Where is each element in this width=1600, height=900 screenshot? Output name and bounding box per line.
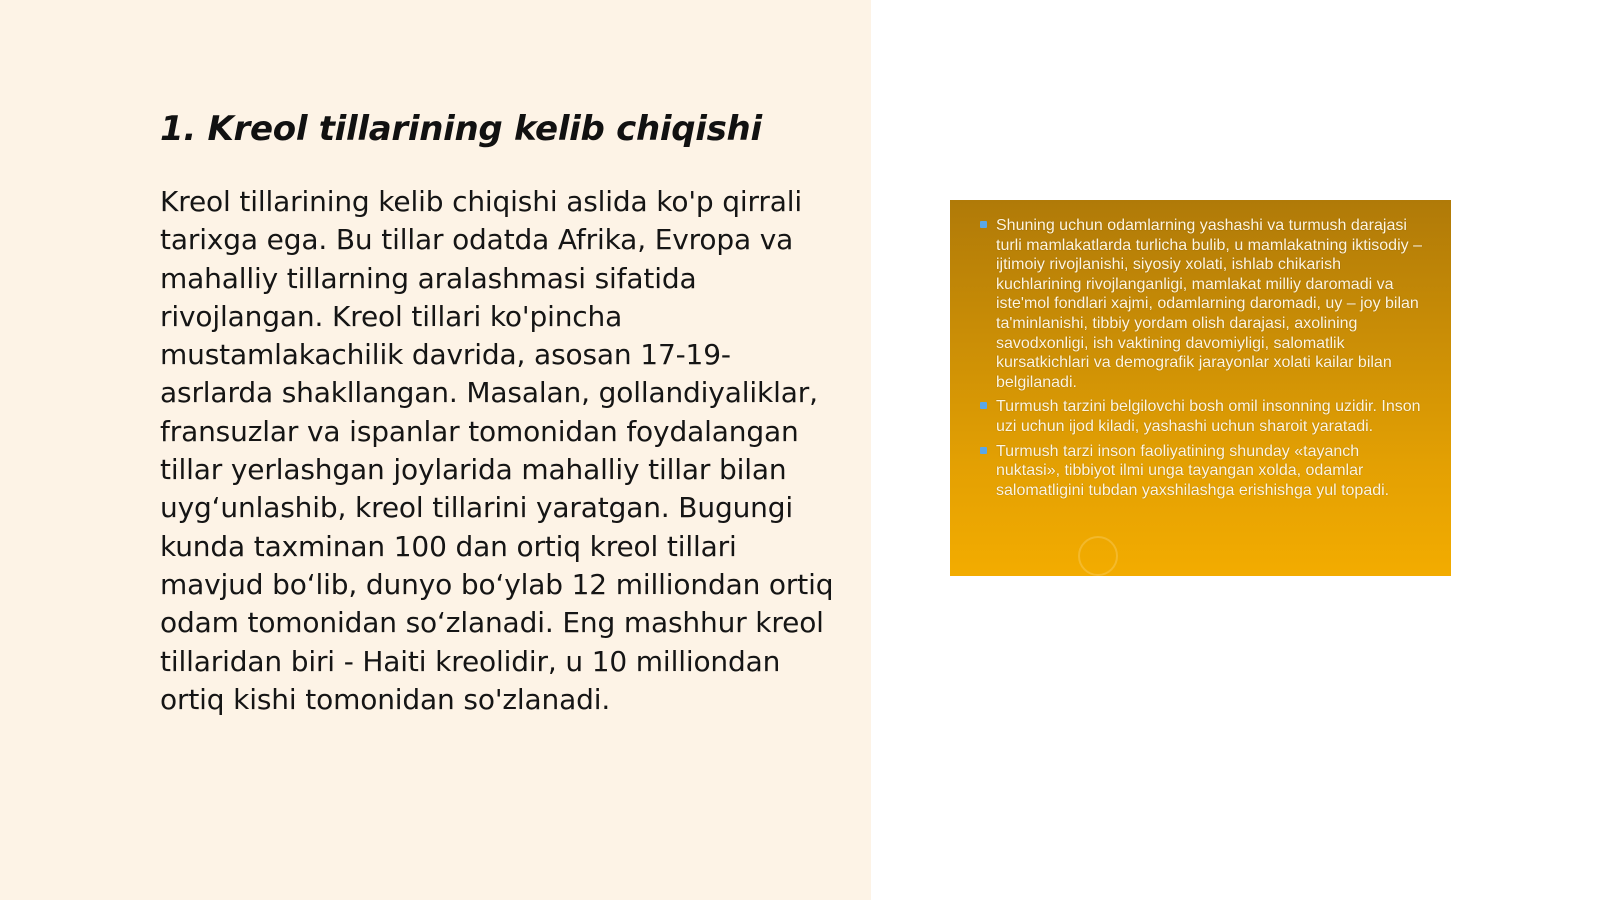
image-bullet-item	[980, 216, 1427, 392]
slide-image	[950, 200, 1451, 576]
square-bullet-icon	[980, 402, 987, 409]
image-bullet-item	[980, 442, 1427, 501]
image-bullet-item	[980, 397, 1427, 436]
image-bullet-text: Turmush tarzi inson faoliyatining shunday «tayanch nuktasi», tibbiyot ilmi unga tayangan xolda, odamlar salomatligini tubdan yaxshilashga erishishga yul topadi.	[996, 442, 1390, 499]
square-bullet-icon	[980, 221, 987, 228]
slide-body-text: Kreol tillarining kelib chiqishi aslida ko'p qirrali tarixga ega. Bu tillar odatda Afrika, Evropa va mahalliy tillarning aralashmasi sifatida rivojlangan. Kreol tillari ko'pincha mustamlakachilik davrida, asosan 17-19-asrlarda shakllangan. Masalan, gollandiyaliklar, fransuzlar va ispanlar tomonidan foydalangan tillar yerlashgan joylarida mahalliy tillar bilan uyg‘unlashib, kreol tillarini yaratgan. Bugungi kunda taxminan 100 dan ortiq kreol tillari mavjud bo‘lib, dunyo bo‘ylab 12 milliondan ortiq odam tomonidan so‘zlanadi. Eng mashhur kreol tillaridan biri - Haiti kreolidir, u 10 milliondan ortiq kishi tomonidan so'zlanadi.	[160, 185, 834, 716]
image-bullet-list	[980, 216, 1427, 500]
slide-title: 1. Kreol tillarining kelib chiqishi	[160, 109, 762, 149]
square-bullet-icon	[980, 447, 987, 454]
image-bullet-text: Shuning uchun odamlarning yashashi va turmush darajasi turli mamlakatlarda turlicha bulib, u mamlakatning iktisodiy – ijtimoiy rivojlanishi, siyosiy xolati, ishlab chikarish kuchlarining rivojlanganligi, mamlakat milliy daromadi va iste'mol fondlari xajmi, odamlarning daromadi, uy – joy bilan ta'minlanishi, tibbiy yordam olish darajasi, axolining savodxonligi, ish vaktining davomiyligi, salomatlik kursatkichlari va demografik jarayonlar xolati kailar bilan belgilanadi.	[996, 217, 1422, 391]
watermark-circle-icon	[1078, 536, 1118, 576]
image-bullet-text: Turmush tarzini belgilovchi bosh omil insonning uzidir. Inson uzi uchun ijod kiladi, yashashi uchun sharoit yaratadi.	[996, 398, 1421, 435]
